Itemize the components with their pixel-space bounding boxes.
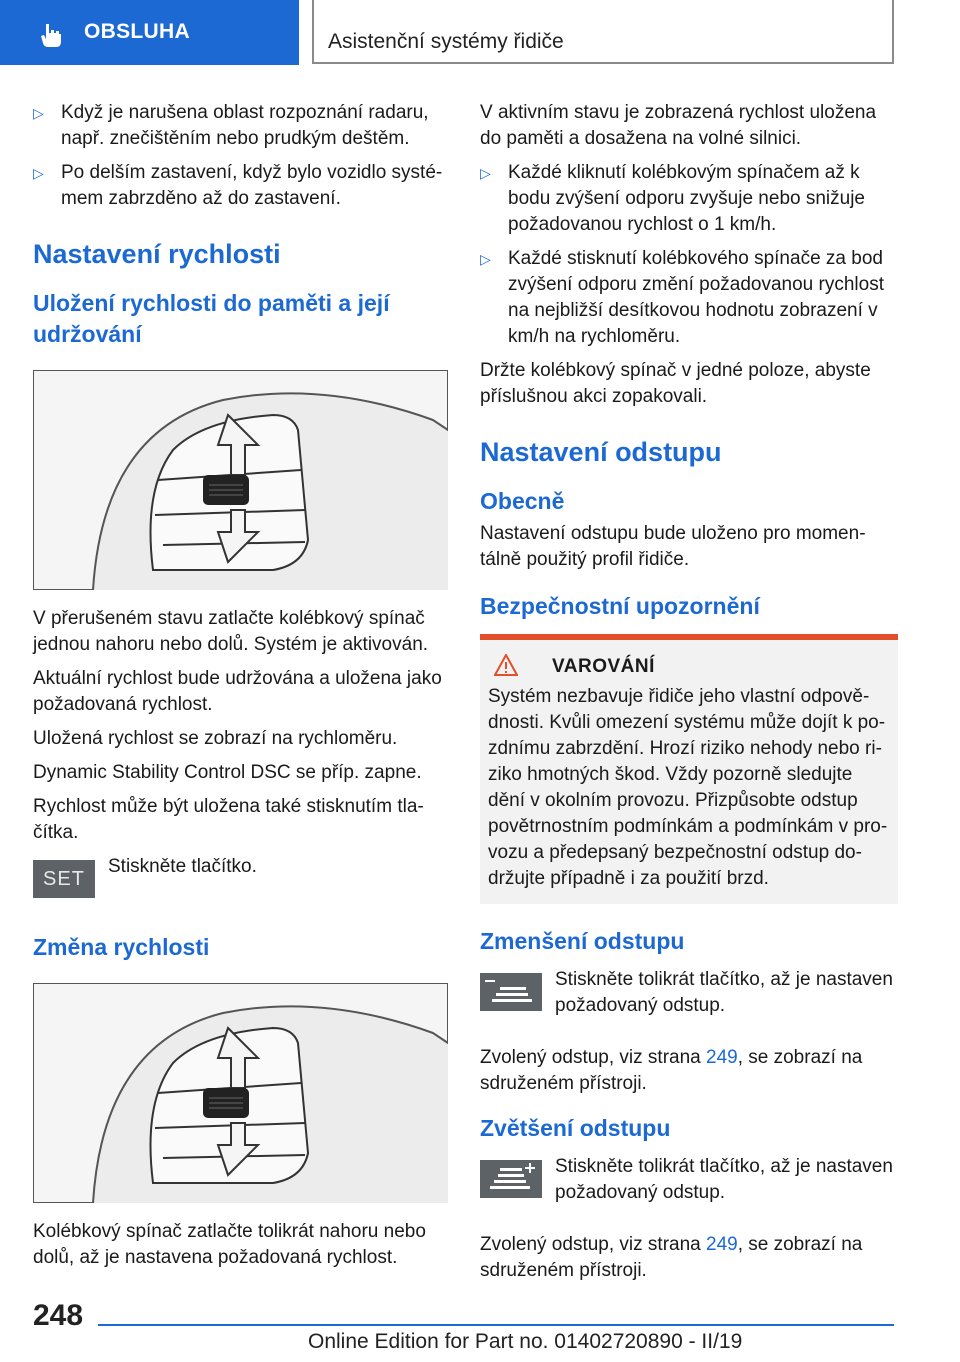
chapter-title: Asistenční systémy řidiče bbox=[328, 30, 564, 53]
decrease-button-row bbox=[480, 967, 898, 1023]
section-tab-label: OBSLUHA bbox=[84, 20, 190, 43]
triangle-bullet-icon: ▷ bbox=[480, 251, 491, 267]
warning-text: Systém nezbavuje řidiče jeho vlastní odpovědnosti. Kvůli omezení systému může dojít k pozdnímu zabrzdění. Hrozí riziko nehody nebo riziko hmotných škod. Vždy pozorně sledujte dění v okolním provozu. Přizpůsobte odstup povětrnostním podmínkám a podmínkám v provozu a předepsaný bezpečnostní odstup dodržujte případně i za použití brzd. bbox=[488, 686, 888, 889]
set-button-text: Stiskněte tlačítko. bbox=[108, 856, 257, 877]
warning-triangle-icon bbox=[494, 654, 518, 676]
steering-wheel-rocker-switch-image bbox=[33, 983, 448, 1203]
left-column bbox=[33, 100, 448, 1279]
paragraph: Zvolený odstup, viz strana 249, se zobrazí na sdruženém přístroji. bbox=[480, 1234, 863, 1281]
heading-store-speed: Uložení rychlosti do paměti a její udržování bbox=[33, 290, 390, 347]
paragraph: V aktivním stavu je zobrazená rychlost uložena do paměti a dosažena na volné silnici. bbox=[480, 102, 877, 149]
warning-header bbox=[480, 640, 898, 684]
warning-title: VAROVÁNÍ bbox=[552, 656, 655, 677]
page-number: 248 bbox=[33, 1299, 84, 1332]
heading-general: Obecně bbox=[480, 488, 565, 514]
list-item: ▷ Každé kliknutí kolébkovým spínačem až k bodu zvýšení odporu zvyšuje nebo snižuje požadovanou rychlost o 1 km/h. bbox=[480, 162, 866, 235]
list-item: ▷ Každé stisknutí kolébkového spínače za bod zvýšení odporu změní požadovanou rychlost na nejbližší desítkovou hodnotu zobrazení v km/h na rychloměru. bbox=[480, 248, 884, 347]
distance-decrease-button-icon bbox=[480, 973, 542, 1011]
set-button-row bbox=[33, 854, 448, 910]
list-item: ▷ Po delším zastavení, když bylo vozidlo systémem zabrzděno až do zastavení. bbox=[33, 162, 443, 209]
heading-speed-setting: Nastavení rychlosti bbox=[33, 239, 281, 269]
paragraph: V přerušeném stavu zatlačte kolébkový spínač jednou nahoru nebo dolů. Systém je aktivován. bbox=[33, 608, 429, 655]
increase-button-text: Stiskněte tolikrát tlačítko, až je nastaven požadovaný odstup. bbox=[555, 1156, 893, 1203]
section-tab[interactable] bbox=[0, 0, 299, 65]
heading-distance-setting: Nastavení odstupu bbox=[480, 437, 722, 467]
paragraph: Zvolený odstup, viz strana 249, se zobrazí na sdruženém přístroji. bbox=[480, 1047, 863, 1094]
footer-rule bbox=[98, 1324, 894, 1326]
heading-safety: Bezpečnostní upozornění bbox=[480, 593, 760, 619]
right-column bbox=[480, 100, 898, 1292]
page-link[interactable]: 249 bbox=[706, 1234, 738, 1255]
paragraph: Aktuální rychlost bude udržována a uložena jako požadovaná rychlost. bbox=[33, 668, 442, 715]
pointing-hand-icon bbox=[38, 22, 64, 48]
paragraph: Kolébkový spínač zatlačte tolikrát nahoru nebo dolů, až je nastavena požadovaná rychlost. bbox=[33, 1221, 426, 1268]
decrease-button-text: Stiskněte tolikrát tlačítko, až je nastaven požadovaný odstup. bbox=[555, 969, 893, 1016]
paragraph: Držte kolébkový spínač v jedné poloze, abyste příslušnou akci zopakovali. bbox=[480, 360, 871, 407]
increase-button-row bbox=[480, 1154, 898, 1210]
paragraph: Dynamic Stability Control DSC se příp. zapne. bbox=[33, 762, 422, 783]
heading-change-speed: Změna rychlosti bbox=[33, 934, 210, 960]
footer-edition: Online Edition for Part no. 01402720890 - II/19 bbox=[308, 1330, 743, 1353]
warning-box bbox=[480, 634, 898, 904]
page-link[interactable]: 249 bbox=[706, 1047, 738, 1068]
heading-decrease-distance: Zmenšení odstupu bbox=[480, 928, 685, 954]
set-button: SET bbox=[33, 860, 95, 898]
triangle-bullet-icon: ▷ bbox=[33, 105, 44, 121]
heading-increase-distance: Zvětšení odstupu bbox=[480, 1115, 671, 1141]
triangle-bullet-icon: ▷ bbox=[33, 165, 44, 181]
chapter-header bbox=[312, 0, 894, 64]
steering-wheel-rocker-switch-image bbox=[33, 370, 448, 590]
distance-increase-button-icon bbox=[480, 1160, 542, 1198]
paragraph: Rychlost může být uložena také stisknutím tlačítka. bbox=[33, 796, 424, 843]
triangle-bullet-icon: ▷ bbox=[480, 165, 491, 181]
list-item: ▷ Když je narušena oblast rozpoznání radaru, např. znečištěním nebo prudkým deštěm. bbox=[33, 102, 429, 149]
paragraph: Uložená rychlost se zobrazí na rychloměru. bbox=[33, 728, 398, 749]
paragraph: Nastavení odstupu bude uloženo pro momentálně použitý profil řidiče. bbox=[480, 523, 866, 570]
